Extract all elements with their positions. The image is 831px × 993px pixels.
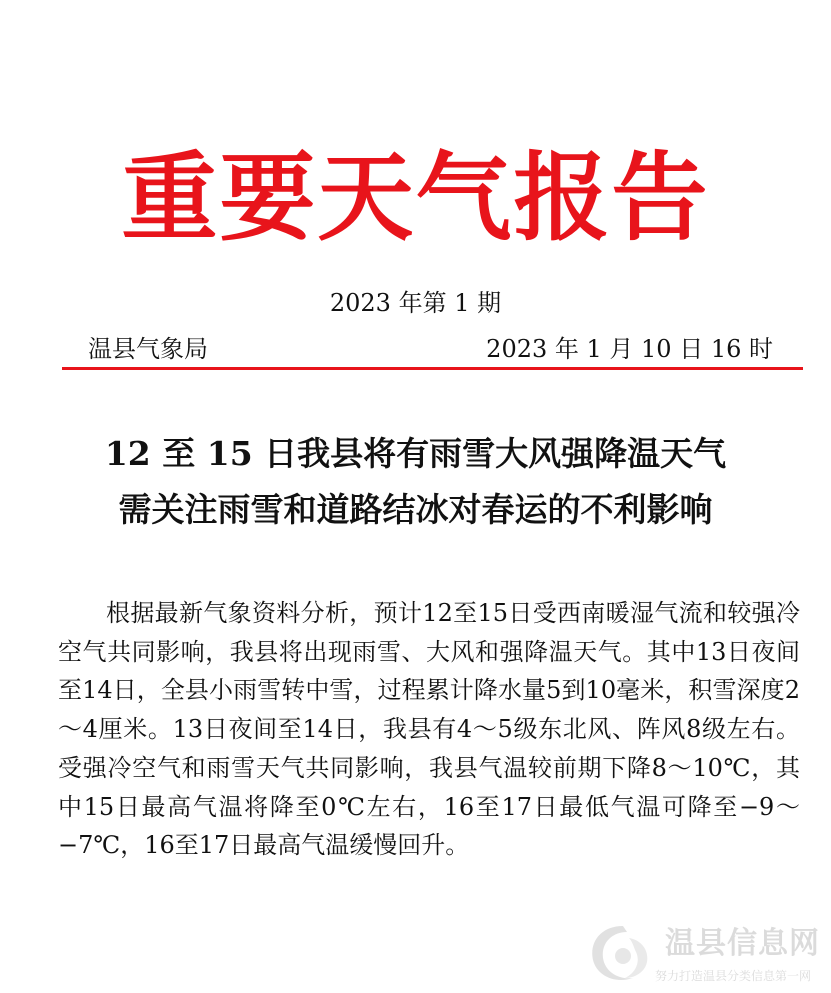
report-headline: [0, 426, 831, 538]
body-paragraph: 根据最新气象资料分析，预计12至15日受西南暖湿气流和较强冷空气共同影响，我县将出现雨雪、大风和强降温天气。其中13日夜间至14日，全县小雨雪转中雪，过程累计降水量5到10毫米，积雪深度2～4厘米。13日夜间至14日，我县有4～5级东北风、阵风8级左右。受强冷空气和雨雪天气共同影响，我县气温较前期下降8～10℃，其中15日最高气温将降至0℃左右，16至17日最低气温可降至−9～−7℃，16至17日最高气温缓慢回升。: [58, 599, 800, 860]
watermark-slogan: 努力打造温县分类信息第一网: [655, 969, 812, 983]
headline-line-1: 12 至 15 日我县将有雨雪大风强降温天气: [104, 434, 727, 473]
issue-datetime: 2023 年 1 月 10 日 16 时: [486, 335, 773, 363]
headline-line-2: 需关注雨雪和道路结冰对春运的不利影响: [118, 490, 713, 529]
issuer-name: 温县气象局: [88, 335, 208, 363]
red-divider-rule: [62, 367, 803, 370]
issue-number: 2023 年第 1 期: [329, 289, 502, 317]
site-watermark: [583, 918, 823, 988]
site-logo-icon: [583, 918, 663, 988]
masthead-title: 重要天气报告: [121, 142, 710, 254]
watermark-site-name: 温县信息网: [665, 926, 820, 961]
